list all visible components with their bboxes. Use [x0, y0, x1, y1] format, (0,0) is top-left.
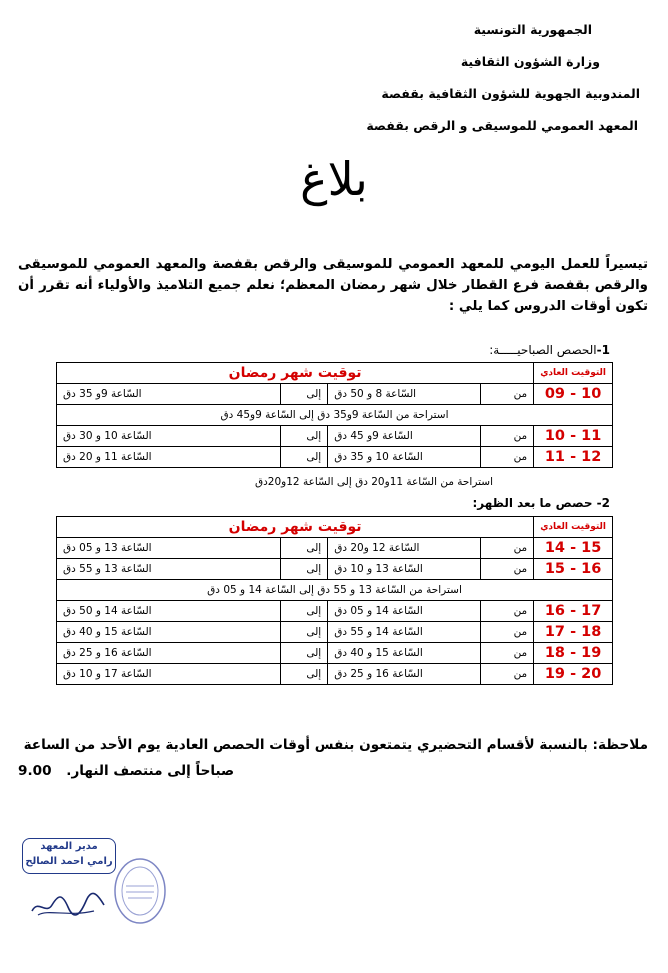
- table-header-row: [57, 517, 613, 538]
- col-ramadan-time: توقيت شهر رمضان: [57, 517, 534, 538]
- morning-break-after: استراحة من السّاعة 11و20 دق إلى السّاعة 12و20دق: [254, 476, 493, 488]
- signature-box: [22, 838, 116, 874]
- to-time: السّاعة 9و 35 دق: [57, 384, 281, 405]
- table-row: [57, 601, 613, 622]
- regular-slot: 11 - 10: [534, 426, 613, 447]
- signature-name: رامي احمد الصالح: [25, 856, 113, 867]
- afternoon-schedule-table: [56, 516, 613, 685]
- regular-slot: 18 - 17: [534, 622, 613, 643]
- to-label: إلى: [281, 426, 328, 447]
- from-label: من: [481, 601, 534, 622]
- to-time: السّاعة 14 و 50 دق: [57, 601, 281, 622]
- to-label: إلى: [281, 664, 328, 685]
- regular-slot: 16 - 15: [534, 559, 613, 580]
- break-text: استراحة من السّاعة 9و35 دق إلى السّاعة 9و45 دق: [57, 405, 613, 426]
- table-row: [57, 643, 613, 664]
- regular-slot: 20 - 19: [534, 664, 613, 685]
- document-title: بلاغ: [300, 152, 368, 206]
- from-label: من: [481, 538, 534, 559]
- from-time: السّاعة 13 و 10 دق: [328, 559, 481, 580]
- to-label: إلى: [281, 447, 328, 468]
- intro-paragraph: تيسيراً للعمل اليومي للمعهد العمومي للموسيقى والرقص بقفصة والمعهد العمومي للموسيقى والرقص بقفصة فرع القطار خلال شهر رمضان المعظم؛ نعلم جميع التلاميذ والأولياء أنه تقرر أن تكون أوقات الدروس كما يلي :: [18, 257, 648, 314]
- to-time: السّاعة 11 و 20 دق: [57, 447, 281, 468]
- from-time: السّاعة 12 و20 دق: [328, 538, 481, 559]
- to-time: السّاعة 17 و 10 دق: [57, 664, 281, 685]
- to-time: السّاعة 13 و 55 دق: [57, 559, 281, 580]
- to-label: إلى: [281, 601, 328, 622]
- table-row: [57, 426, 613, 447]
- break-text: استراحة من السّاعة 13 و 55 دق إلى السّاعة 14 و 05 دق: [57, 580, 613, 601]
- to-time: السّاعة 16 و 25 دق: [57, 643, 281, 664]
- regular-slot: 17 - 16: [534, 601, 613, 622]
- to-time: السّاعة 15 و 40 دق: [57, 622, 281, 643]
- note-time: 9.00: [18, 763, 52, 779]
- table-row: [57, 622, 613, 643]
- to-time: السّاعة 13 و 05 دق: [57, 538, 281, 559]
- from-time: السّاعة 10 و 35 دق: [328, 447, 481, 468]
- table-row: [57, 538, 613, 559]
- to-time: السّاعة 10 و 30 دق: [57, 426, 281, 447]
- col-regular-time: التوقيت العادي: [534, 517, 613, 538]
- table-row: [57, 664, 613, 685]
- regular-slot: 12 - 11: [534, 447, 613, 468]
- table-break-row: [57, 580, 613, 601]
- afternoon-heading: 2- حصص ما بعد الظهر:: [472, 496, 610, 510]
- from-time: السّاعة 15 و 40 دق: [328, 643, 481, 664]
- from-label: من: [481, 643, 534, 664]
- regular-slot: 10 - 09: [534, 384, 613, 405]
- official-seal-icon: [112, 856, 168, 926]
- from-time: السّاعة 9و 45 دق: [328, 426, 481, 447]
- from-label: من: [481, 559, 534, 580]
- note-text: ملاحظة: بالنسبة لأقسام التحضيري يتمتعون بنفس أوقات الحصص العادية يوم الأحد من الساعة: [23, 737, 648, 753]
- table-break-row: [57, 405, 613, 426]
- note-text2: صباحاً إلى منتصف النهار.: [66, 763, 235, 779]
- signature-title: مدير المعهد: [40, 841, 98, 852]
- table-row: [57, 384, 613, 405]
- to-label: إلى: [281, 538, 328, 559]
- header-ministry: وزارة الشؤون الثقافية: [460, 54, 600, 69]
- table-row: [57, 559, 613, 580]
- from-time: السّاعة 14 و 05 دق: [328, 601, 481, 622]
- to-label: إلى: [281, 643, 328, 664]
- morning-heading-num: 1-: [596, 343, 610, 357]
- from-label: من: [481, 384, 534, 405]
- table-row: [57, 447, 613, 468]
- from-label: من: [481, 664, 534, 685]
- morning-schedule-table: [56, 362, 613, 468]
- handwritten-signature-icon: [28, 885, 108, 921]
- to-label: إلى: [281, 384, 328, 405]
- col-ramadan-time: توقيت شهر رمضان: [57, 363, 534, 384]
- regular-slot: 19 - 18: [534, 643, 613, 664]
- to-label: إلى: [281, 559, 328, 580]
- from-label: من: [481, 622, 534, 643]
- morning-heading: [489, 343, 610, 357]
- table-header-row: [57, 363, 613, 384]
- from-time: السّاعة 14 و 55 دق: [328, 622, 481, 643]
- from-label: من: [481, 426, 534, 447]
- header-republic: الجمهورية التونسية: [473, 22, 592, 37]
- from-time: السّاعة 8 و 50 دق: [328, 384, 481, 405]
- header-delegation: المندوبية الجهوية للشؤون الثقافية بقفصة: [381, 86, 640, 101]
- from-label: من: [481, 447, 534, 468]
- header-institute: المعهد العمومي للموسيقى و الرقص بقفصة: [366, 118, 638, 133]
- to-label: إلى: [281, 622, 328, 643]
- col-regular-time: التوقيت العادي: [534, 363, 613, 384]
- morning-heading-text: الحصص الصباحيـــــة:: [489, 343, 597, 357]
- regular-slot: 15 - 14: [534, 538, 613, 559]
- from-time: السّاعة 16 و 25 دق: [328, 664, 481, 685]
- note-paragraph: [18, 732, 648, 784]
